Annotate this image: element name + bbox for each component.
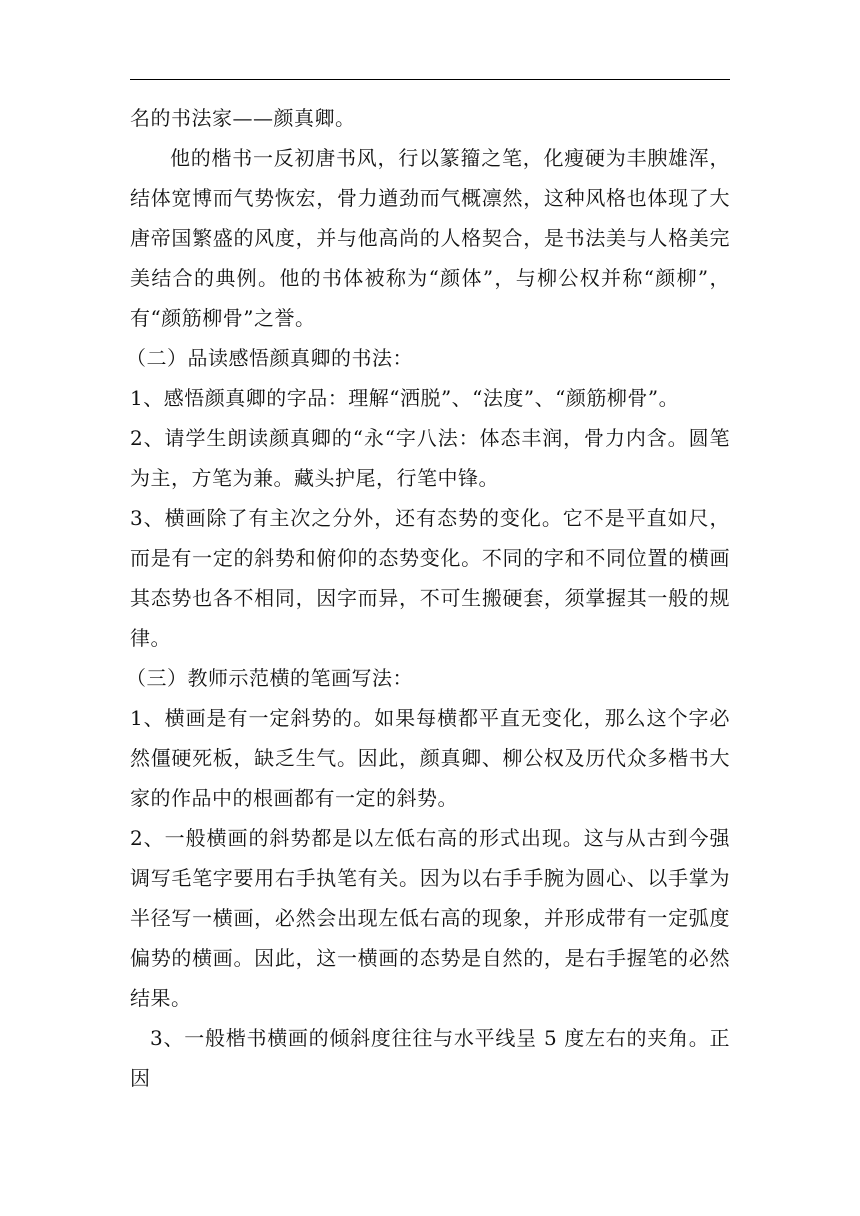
list-item-3: 3、一般楷书横画的倾斜度往往与水平线呈 5 度左右的夹角。正因 (130, 1026, 730, 1090)
list-item-2: 2、请学生朗读颜真卿的“永“字八法：体态丰润，骨力内含。圆笔为主，方笔为兼。藏头护尾，行笔中锋。 (130, 426, 730, 490)
list-item-3: 3、横画除了有主次之分外，还有态势的变化。它不是平直如尺，而是有一定的斜势和俯仰的态势变化。不同的字和不同位置的横画其态势也各不相同，因字而异，不可生搬硬套，须掌握其一般的规律。 (130, 506, 730, 650)
section-heading-3: （三）教师示范横的笔画写法： (126, 666, 413, 690)
list-item-1: 1、横画是有一定斜势的。如果每横都平直无变化，那么这个字必然僵硬死板，缺乏生气。因此，颜真卿、柳公权及历代众多楷书大家的作品中的根画都有一定的斜势。 (130, 706, 730, 810)
section-heading-2: （二）品读感悟颜真卿的书法： (126, 346, 413, 370)
document-body (126, 98, 730, 1098)
list-item-1: 1、感悟颜真卿的字品：理解“洒脱”、“法度”、“颜筋柳骨”。 (130, 386, 680, 410)
paragraph-yan-style-description: 他的楷书一反初唐书风，行以篆籀之笔，化瘦硬为丰腴雄浑，结体宽博而气势恢宏，骨力遒劲而气概凛然，这种风格也体现了大唐帝国繁盛的风度，并与他高尚的人格契合，是书法美与人格美完美结合的典例。他的书体被称为“颜体”，与柳公权并称“颜柳”，有“颜筋柳骨”之誉。 (130, 146, 730, 330)
list-item-2: 2、一般横画的斜势都是以左低右高的形式出现。这与从古到今强调写毛笔字要用右手执笔有关。因为以右手手腕为圆心、以手掌为半径写一横画，必然会出现左低右高的现象，并形成带有一定弧度偏势的横画。因此，这一横画的态势是自然的，是右手握笔的必然结果。 (130, 826, 730, 1010)
header-rule (130, 79, 730, 80)
paragraph-continuation: 名的书法家——颜真卿。 (130, 106, 356, 130)
